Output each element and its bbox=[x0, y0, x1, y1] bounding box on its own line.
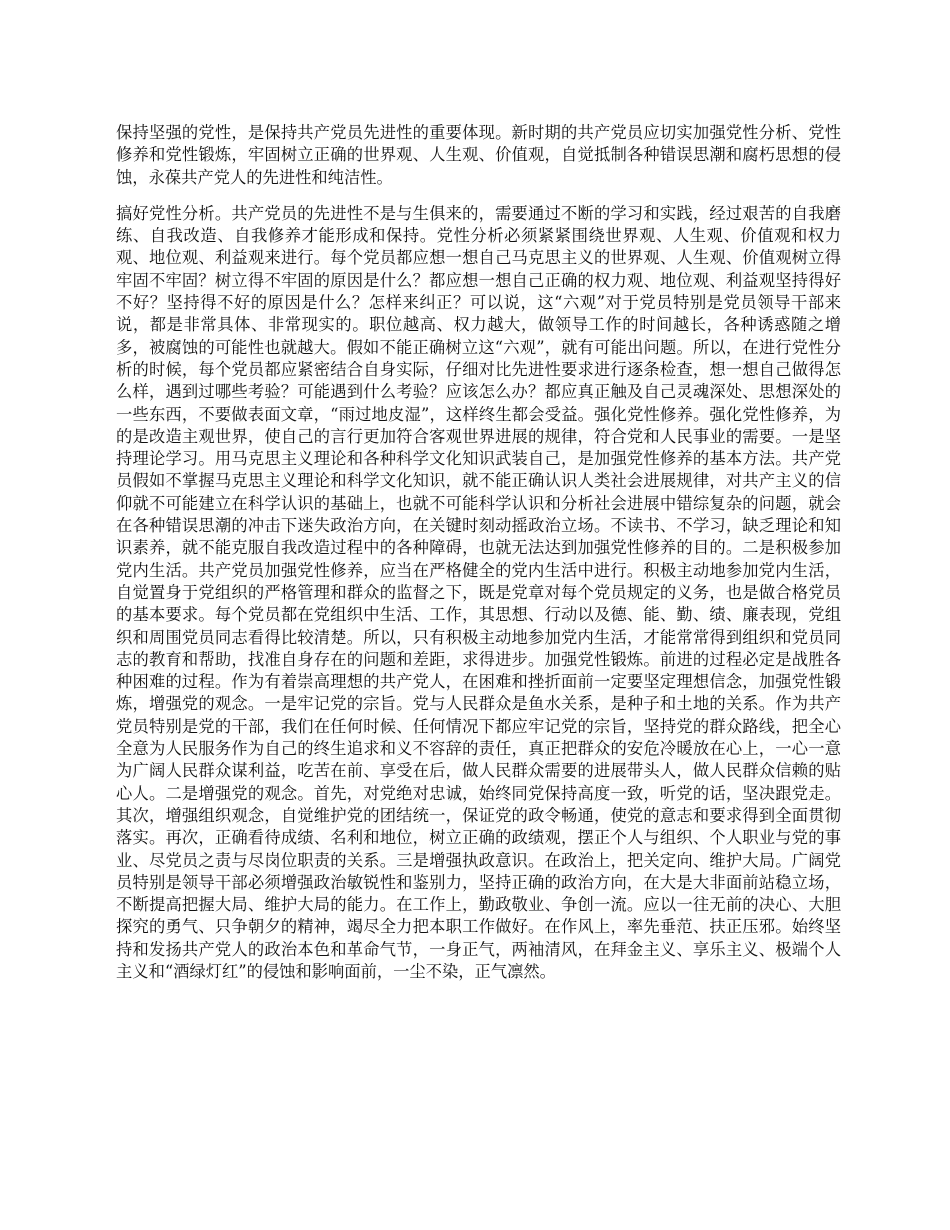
paragraph-main: 搞好党性分析。共产党员的先进性不是与生俱来的，需要通过不断的学习和实践，经过艰苦的自我磨练、自我改造、自我修养才能形成和保持。党性分析必须紧紧围绕世界观、人生观、价值观和权力观、地位观、利益观来进行。每个党员都应想一想自己马克思主义的世界观、人生观、价值观树立得牢固不牢固？树立得不牢固的原因是什么？都应想一想自己正确的权力观、地位观、利益观坚持得好不好？坚持得不好的原因是什么？怎样来纠正？可以说，这“六观”对于党员特别是党员领导干部来说，都是非常具体、非常现实的。职位越高、权力越大，做领导工作的时间越长，各种诱惑随之增多，被腐蚀的可能性也就越大。假如不能正确树立这“六观”，就有可能出问题。所以，在进行党性分析的时候，每个党员都应紧密结合自身实际，仔细对比先进性要求进行逐条检查，想一想自己做得怎么样，遇到过哪些考验？可能遇到什么考验？应该怎么办？都应真正触及自己灵魂深处、思想深处的一些东西，不要做表面文章，“雨过地皮湿”，这样终生都会受益。强化党性修养。强化党性修养，为的是改造主观世界，使自己的言行更加符合客观世界进展的规律，符合党和人民事业的需要。一是坚持理论学习。用马克思主义理论和各种科学文化知识武装自己，是加强党性修养的基本方法。共产党员假如不掌握马克思主义理论和科学文化知识，就不能正确认识人类社会进展规律，对共产主义的信仰就不可能建立在科学认识的基础上，也就不可能科学认识和分析社会进展中错综复杂的问题，就会在各种错误思潮的冲击下迷失政治方向，在关键时刻动摇政治立场。不读书、不学习，缺乏理论和知识素养，就不能克服自我改造过程中的各种障碍，也就无法达到加强党性修养的目的。二是积极参加党内生活。共产党员加强党性修养，应当在严格健全的党内生活中进行。积极主动地参加党内生活，自觉置身于党组织的严格管理和群众的监督之下，既是党章对每个党员规定的义务，也是做合格党员的基本要求。每个党员都在党组织中生活、工作，其思想、行动以及德、能、勤、绩、廉表现，党组织和周围党员同志看得比较清楚。所以，只有积极主动地参加党内生活，才能常常得到组织和党员同志的教育和帮助，找准自身存在的问题和差距，求得进步。加强党性锻炼。前进的过程必定是战胜各种困难的过程。作为有着崇高理想的共产党人，在困难和挫折面前一定要坚定理想信念，加强党性锻炼，增强党的观念。一是牢记党的宗旨。党与人民群众是鱼水关系，是种子和土地的关系。作为共产党员特别是党的干部，我们在任何时候、任何情况下都应牢记党的宗旨，坚持党的群众路线，把全心全意为人民服务作为自己的终生追求和义不容辞的责任，真正把群众的安危冷暖放在心上，一心一意为广阔人民群众谋利益，吃苦在前、享受在后，做人民群众需要的进展带头人，做人民群众信赖的贴心人。二是增强党的观念。首先，对党绝对忠诚，始终同党保持高度一致，听党的话，坚决跟党走。其次，增强组织观念，自觉维护党的团结统一，保证党的政令畅通，使党的意志和要求得到全面贯彻落实。再次，正确看待成绩、名利和地位，树立正确的政绩观，摆正个人与组织、个人职业与党的事业、尽党员之责与尽岗位职责的关系。三是增强执政意识。在政治上，把关定向、维护大局。广阔党员特别是领导干部必须增强政治敏锐性和鉴别力，坚持正确的政治方向，在大是大非面前站稳立场，不断提高把握大局、维护大局的能力。在工作上，勤政敬业、争创一流。应以一往无前的决心、大胆探究的勇气、只争朝夕的精神，竭尽全力把本职工作做好。在作风上，率先垂范、扶正压邪。始终坚持和发扬共产党人的政治本色和革命气节，一身正气，两袖清风，在拜金主义、享乐主义、极端个人主义和“酒绿灯红”的侵蚀和影响面前，一尘不染，正气凛然。 bbox=[116, 203, 841, 981]
document-body bbox=[116, 122, 841, 983]
paragraph-intro: 保持坚强的党性，是保持共产党员先进性的重要体现。新时期的共产党员应切实加强党性分析、党性修养和党性锻炼，牢固树立正确的世界观、人生观、价值观，自觉抵制各种错误思潮和腐朽思想的侵蚀，永葆共产党人的先进性和纯洁性。 bbox=[116, 123, 841, 187]
